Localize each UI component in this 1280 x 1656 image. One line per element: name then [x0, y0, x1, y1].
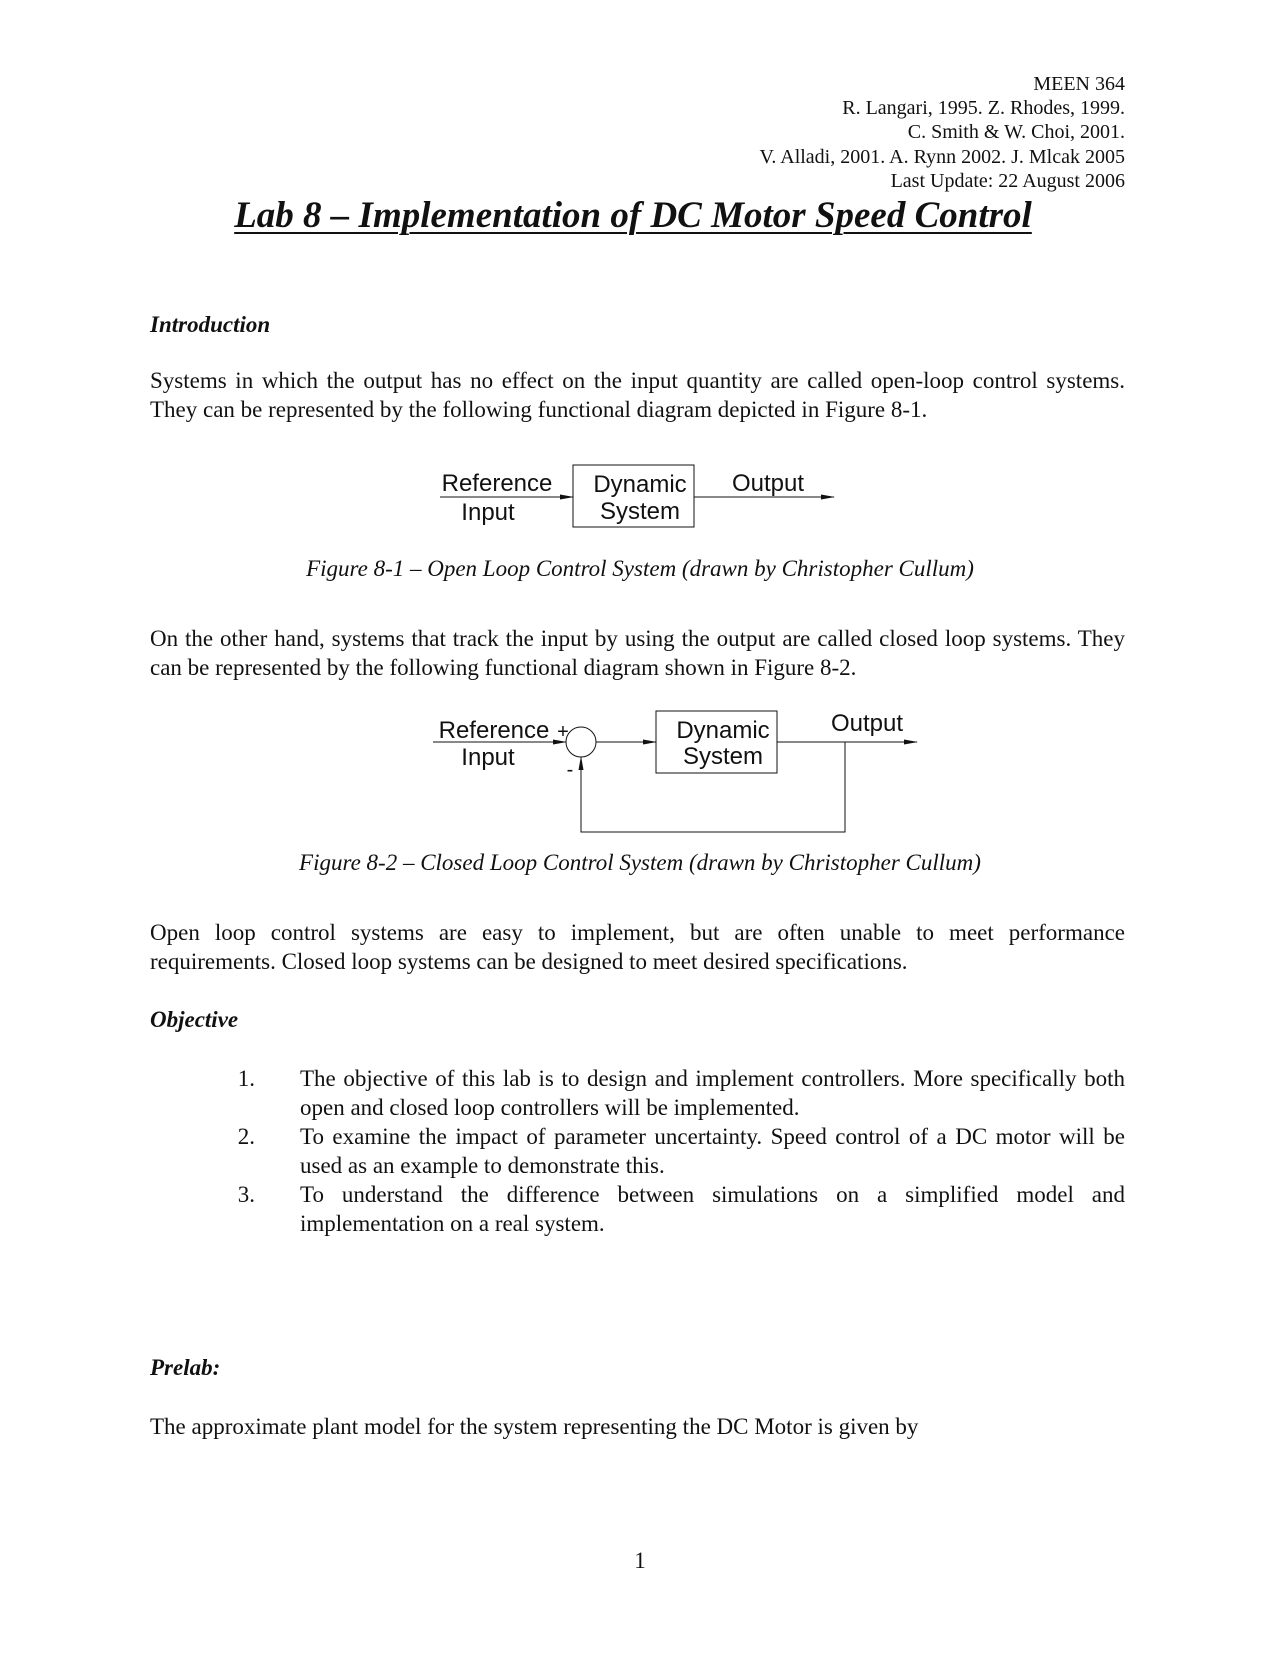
objective-heading: Objective — [150, 1007, 239, 1032]
fig1-block-label-2: System — [599, 498, 681, 525]
objective-item-number: 3. — [237, 1182, 255, 1207]
figure2-caption: Figure 8-2 – Closed Loop Control System (drawn by Christopher Cullum) — [299, 850, 981, 875]
page-number: 1 — [634, 1548, 646, 1573]
fig2-block-label-2: System — [682, 743, 764, 770]
fig2-output-label: Output — [830, 710, 904, 737]
prelab-paragraph: The approximate plant model for the system representing the DC Motor is given by — [150, 1414, 919, 1439]
fig1-input-label-2: Input — [461, 499, 515, 526]
objective-item-number: 2. — [237, 1124, 255, 1149]
objective-item-text: To understand the difference between simulations on a simplified model and implementation on a real system. — [300, 1182, 1125, 1236]
header-authors-2: C. Smith & W. Choi, 2001. — [907, 121, 1125, 144]
objective-item-text: To examine the impact of parameter uncertainty. Speed control of a DC motor will be used as an example to demonstrate this. — [300, 1124, 1125, 1178]
objective-item-1 — [150, 1064, 1125, 1122]
fig2-plus-sign: + — [557, 721, 569, 743]
objective-item-text: The objective of this lab is to design and implement controllers. More specifically both open and closed loop controllers will be implemented. — [300, 1066, 1125, 1120]
introduction-heading: Introduction — [150, 312, 271, 337]
fig2-minus-sign: - — [566, 759, 574, 781]
intro-paragraph-2: On the other hand, systems that track the input by using the output are called closed loop systems. They can be represented by the following functional diagram shown in Figure 8-2. — [150, 626, 1125, 680]
header-authors-1: R. Langari, 1995. Z. Rhodes, 1999. — [842, 97, 1125, 120]
fig1-input-label-1: Reference — [441, 470, 553, 497]
prelab-heading: Prelab: — [150, 1355, 221, 1380]
objective-item-number: 1. — [237, 1066, 255, 1091]
intro-paragraph-1: Systems in which the output has no effect on the input quantity are called open-loop control systems. They can be represented by the following functional diagram depicted in Figure 8-1. — [150, 368, 1125, 422]
fig1-block-label-1: Dynamic — [593, 471, 687, 498]
fig1-output-label: Output — [731, 470, 805, 497]
fig2-summing-junction — [566, 727, 596, 757]
fig2-input-label-1: Reference — [438, 717, 550, 744]
objective-item-3 — [150, 1180, 1125, 1238]
header-last-update: Last Update: 22 August 2006 — [890, 169, 1125, 192]
page-title: Lab 8 – Implementation of DC Motor Speed Control — [234, 195, 1032, 236]
fig2-block-label-1: Dynamic — [676, 717, 770, 744]
objective-item-2 — [150, 1122, 1125, 1180]
header-authors-3: V. Alladi, 2001. A. Rynn 2002. J. Mlcak 2005 — [759, 145, 1125, 168]
fig2-input-label-2: Input — [461, 744, 515, 771]
header-course: MEEN 364 — [1033, 73, 1125, 95]
figure1-caption: Figure 8-1 – Open Loop Control System (drawn by Christopher Cullum) — [306, 556, 974, 581]
intro-paragraph-3: Open loop control systems are easy to implement, but are often unable to meet performance requirements. Closed loop systems can be designed to meet desired specifications. — [150, 920, 1125, 974]
